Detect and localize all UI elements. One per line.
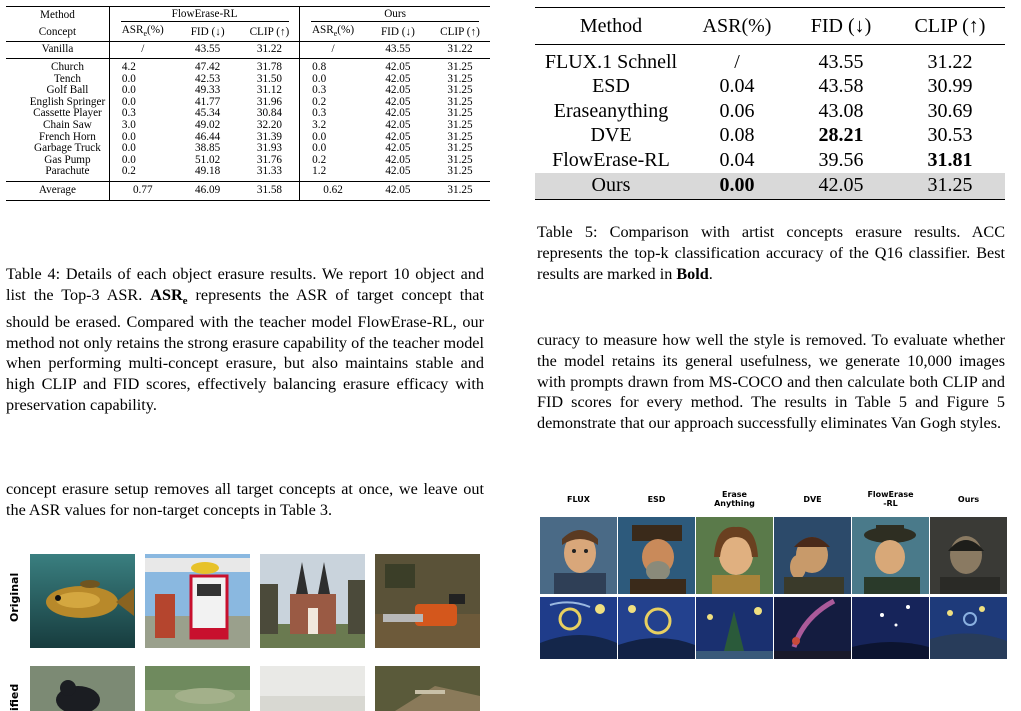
t5-header-fid: FID (↓) [787, 8, 895, 45]
cell-value: 31.96 [256, 95, 283, 108]
cell-value: 47.42 [195, 61, 221, 73]
cell-value: 31.93 [256, 142, 283, 155]
t4-col-concept: Concept [6, 24, 109, 42]
cell-value: 3.0 [109, 120, 175, 132]
portrait-esd [618, 517, 695, 594]
cell-value: 31.39 [256, 130, 283, 143]
cell-value: 51.02 [195, 153, 221, 166]
cell-value: 0.0 [109, 85, 175, 97]
t4-header-method: Method [6, 7, 109, 25]
table-row [535, 75, 1005, 100]
table-row [535, 99, 1005, 124]
cell-value: 0.3 [300, 108, 366, 120]
image-original-church [260, 554, 365, 648]
table-row [6, 143, 490, 155]
cell-value: 31.33 [240, 166, 300, 181]
cell-value: 42.05 [385, 95, 411, 108]
cell-value: 31.25 [895, 173, 1005, 200]
figure5-column-label: FLUX [567, 494, 590, 504]
concept-name: Cassette Player [33, 107, 102, 120]
cell-value: 0.0 [109, 155, 175, 167]
t5-header-method: Method [535, 8, 687, 45]
t4-col-clip: CLIP (↑) [240, 24, 300, 42]
right-paragraph: curacy to measure how well the style is removed. To evaluate whether the model retains its general usefulness, we generate 10,000 images with prompts drawn from MS-COCO and then calculate both CLIP and FID scores for every method. The results in Table 5 and Figure 5 demonstrate that our approach successfully eliminates Van Gogh styles. [537, 331, 1005, 433]
cell-value: 0.00 [687, 173, 787, 200]
cell-value: 42.05 [385, 107, 411, 120]
cell-value: 0.0 [109, 143, 175, 155]
cell-value: 0.08 [719, 124, 755, 147]
cell-value: 42.05 [385, 72, 411, 85]
table-row [6, 59, 490, 74]
cell-value: 0.0 [300, 143, 366, 155]
cell-value: 42.05 [385, 153, 411, 166]
image-original-chain-saw [375, 554, 480, 648]
cell-value: 30.69 [927, 99, 973, 122]
starry-esd [618, 597, 695, 659]
cell-value: 0.06 [719, 99, 755, 122]
cell-value: 43.08 [818, 99, 864, 122]
portrait-flowerase-rl [852, 517, 929, 594]
cell-value: 3.2 [300, 120, 366, 132]
cell-value: 42.05 [385, 118, 411, 131]
concept-name: English Springer [29, 95, 106, 108]
image-original-tench [30, 554, 135, 648]
portrait-erase-anything [696, 517, 773, 594]
t4-col-asr-ours: $ASR_e(\%)$ [300, 24, 366, 42]
cell-value: 31.50 [256, 72, 283, 85]
cell-value: 31.25 [447, 61, 473, 73]
cell-value: 31.25 [430, 166, 490, 181]
t4-col-clip-ours: CLIP (↑) [430, 24, 490, 42]
cell-value: 31.12 [256, 84, 283, 97]
starry-flux [540, 597, 617, 659]
cell-value: 0.2 [300, 155, 366, 167]
image-original-gas-pump [145, 554, 250, 648]
cell-value: 42.05 [787, 173, 895, 200]
cell-value: 0.0 [109, 97, 175, 109]
t4-header-flowerase: FlowErase-RL [121, 9, 289, 23]
cell-value: 0.2 [300, 97, 366, 109]
cell-value: 31.25 [447, 95, 473, 108]
table-5-caption: Table 5: Comparison with artist concepts erasure results. ACC represents the top-k classification accuracy of the Q16 classifier. Best results are marked in Bold. [537, 223, 1005, 283]
starry-erase-anything [696, 597, 773, 659]
cell-value: 49.02 [195, 118, 221, 131]
cell-value: 30.53 [927, 124, 973, 147]
method-name: FLUX.1 Schnell [544, 50, 678, 73]
cell-value: 42.05 [385, 142, 411, 155]
figure5-column-label: Erase Anything [714, 490, 755, 508]
t5-header-asr: ASR(%) [687, 8, 787, 45]
cell-value: 42.05 [385, 84, 411, 97]
cell-value: 45.34 [195, 107, 221, 120]
cell-value: 42.53 [195, 72, 221, 85]
table-row [535, 173, 1005, 200]
starry-flowerase-rl [852, 597, 929, 659]
cell-value: 46.44 [195, 130, 221, 143]
cell-value: 38.85 [195, 142, 221, 155]
cell-value: 0.8 [300, 59, 366, 74]
starry-dve [774, 597, 851, 659]
t4-col-fid-ours: FID (↓) [366, 24, 430, 42]
method-name: ESD [592, 75, 630, 98]
cell-value: 42.05 [385, 61, 411, 73]
cell-value: 49.18 [176, 166, 240, 181]
starry-ours [930, 597, 1007, 659]
cell-value: 43.58 [818, 75, 864, 98]
cell-value: 31.25 [447, 84, 473, 97]
cell-value: 30.99 [927, 75, 973, 98]
portrait-ours [930, 517, 1007, 594]
concept-name: Tench [53, 72, 82, 85]
image-modified-2 [145, 666, 250, 711]
image-modified-4 [375, 666, 480, 711]
cell-value: 30.84 [256, 107, 283, 120]
cell-value: 0.0 [300, 74, 366, 86]
cell-value: 0.0 [109, 132, 175, 144]
cell-value: 42.05 [385, 130, 411, 143]
concept-name: Parachute [6, 166, 109, 181]
cell-value: 31.25 [447, 153, 473, 166]
cell-value: 0.04 [719, 148, 755, 171]
cell-value: 31.25 [447, 72, 473, 85]
cell-value: 31.25 [447, 118, 473, 131]
cell-value: 41.77 [195, 95, 221, 108]
figure5-column-label: Ours [957, 494, 980, 504]
method-name: DVE [590, 124, 632, 147]
t4-col-fid: FID (↓) [176, 24, 240, 42]
cell-value: 43.55 [818, 50, 864, 73]
cell-value: 28.21 [818, 124, 864, 147]
cell-value: 31.25 [447, 130, 473, 143]
cell-value: / [734, 50, 740, 73]
portrait-flux [540, 517, 617, 594]
figure5-column-label: FlowErase -RL [867, 490, 914, 508]
cell-value: 0.0 [300, 132, 366, 144]
left-paragraph: concept erasure setup removes all target concepts at once, we leave out the ASR values for non-target concepts in Table 3. [6, 480, 484, 519]
table-row [6, 120, 490, 132]
cell-value: 31.22 [927, 50, 973, 73]
concept-name: French Horn [39, 130, 96, 143]
cell-value: 31.25 [447, 107, 473, 120]
table-row [535, 148, 1005, 173]
concept-name: Golf Ball [46, 84, 89, 97]
figure5-column-label: ESD [647, 494, 666, 504]
cell-value: 1.2 [300, 166, 366, 181]
t5-header-clip: CLIP (↑) [895, 8, 1005, 45]
t4-row-average: Average 0.77 46.09 31.58 0.62 42.05 31.25 [6, 181, 490, 200]
method-name: Eraseanything [553, 99, 669, 122]
method-name: Ours [535, 173, 687, 200]
table-row [6, 166, 490, 181]
table-4 [6, 6, 490, 201]
cell-value: 0.3 [300, 85, 366, 97]
cell-value: 42.05 [366, 166, 430, 181]
table-row [535, 124, 1005, 149]
cell-value: 31.81 [927, 148, 973, 171]
figure5-column-label: DVE [803, 494, 822, 504]
cell-value: 0.04 [719, 75, 755, 98]
table-row [535, 45, 1005, 75]
cell-value: 31.78 [256, 61, 283, 73]
t4-header-ours: Ours [311, 9, 479, 23]
cell-value: 31.25 [447, 142, 473, 155]
cell-value: 39.56 [818, 148, 864, 171]
portrait-dve [774, 517, 851, 594]
row-label-original: Original [8, 572, 21, 622]
concept-name: Garbage Truck [34, 142, 101, 155]
image-modified-3 [260, 666, 365, 711]
concept-name: Gas Pump [44, 153, 91, 166]
table-5 [535, 7, 1005, 200]
concept-name: Church [50, 61, 84, 73]
cell-value: 0.2 [109, 166, 175, 181]
cell-value: 31.76 [256, 153, 283, 166]
row-label-modified: ified [8, 683, 21, 711]
cell-value: 4.2 [109, 59, 175, 74]
cell-value: 0.0 [109, 74, 175, 86]
cell-value: 0.3 [109, 108, 175, 120]
figure-5 [540, 485, 1003, 663]
cell-value: 32.20 [256, 118, 283, 131]
t4-row-vanilla: Vanilla / 43.55 31.22 / 43.55 31.22 [6, 42, 490, 59]
t4-col-asr: $ASR_e(\%)$ [109, 24, 175, 42]
cell-value: 49.33 [195, 84, 221, 97]
image-modified-1 [30, 666, 135, 711]
concept-name: Chain Saw [43, 118, 92, 131]
method-name: FlowErase-RL [552, 148, 670, 171]
table-4-caption: Table 4: Details of each object erasure results. We report 10 object and list the Top-3 ASR. $ASR_e$ represents the ASR of target concept that should be erased. Compared with the teacher model FlowErase-RL, our method not only retains the strong erasure capability of the teacher model when performing multi-concept erasure, but also maintains stable and high CLIP and FID scores, effectively balancing erasure efficacy with preservation capability. [6, 265, 484, 415]
